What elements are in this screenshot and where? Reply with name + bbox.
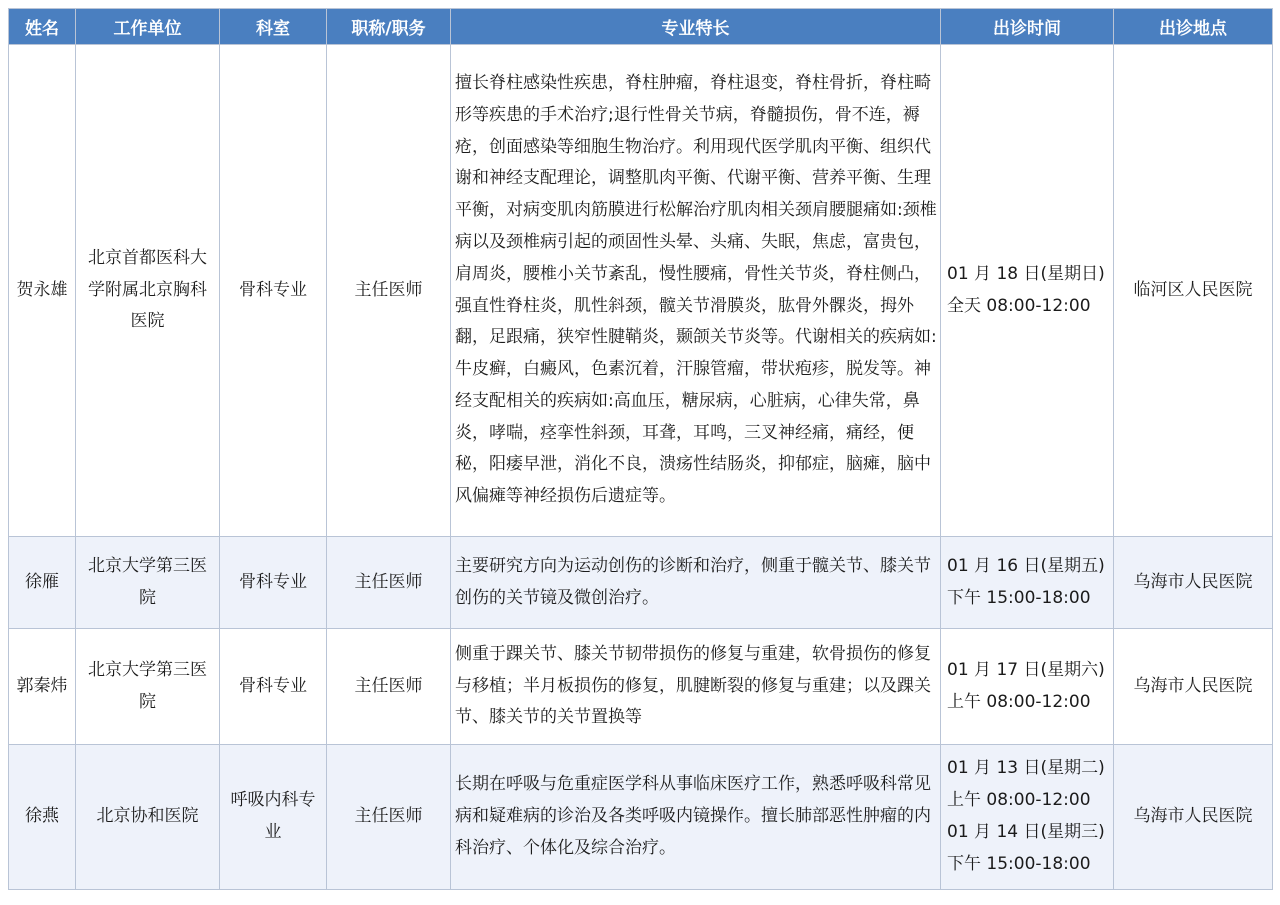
schedule-line: 01 月 13 日(星期二)	[947, 758, 1105, 779]
doctor-name: 贺永雄	[9, 45, 76, 537]
schedule-line: 下午 15:00-18:00	[947, 853, 1091, 874]
header-location: 出诊地点	[1114, 9, 1273, 45]
header-name: 姓名	[9, 9, 76, 45]
doctor-name: 徐燕	[9, 745, 76, 890]
doctor-name: 徐雁	[9, 537, 76, 629]
specialty: 擅长脊柱感染性疾患，脊柱肿瘤，脊柱退变，脊柱骨折，脊柱畸形等疾患的手术治疗;退行性骨关节病，脊髓损伤，骨不连，褥疮，创面感染等细胞生物治疗。利用现代医学肌肉平衡、组织代谢和神经支配理论，调整肌肉平衡、代谢平衡、营养平衡、生理平衡，对病变肌肉筋膜进行松解治疗肌肉相关颈肩腰腿痛如:颈椎病以及颈椎病引起的顽固性头晕、头痛、失眠，焦虑，富贵包，肩周炎，腰椎小关节紊乱，慢性腰痛，骨性关节炎，脊柱侧凸，强直性脊柱炎，肌性斜颈，髋关节滑膜炎，肱骨外髁炎，拇外翻，足跟痛，狭窄性腱鞘炎，颞颌关节炎等。代谢相关的疾病如:牛皮癣，白癜风，色素沉着，汗腺管瘤，带状疱疹，脱发等。神经支配相关的疾病如:高血压，糖尿病，心脏病，心律失常，鼻炎，哮喘，痉挛性斜颈，耳聋，耳鸣，三叉神经痛，痛经，便秘，阳痿早泄，消化不良，溃疡性结肠炎，抑郁症，脑瘫，脑中风偏瘫等神经损伤后遗症等。	[451, 45, 941, 537]
schedule	[941, 629, 1114, 745]
specialty: 长期在呼吸与危重症医学科从事临床医疗工作，熟悉呼吸科常见病和疑难病的诊治及各类呼吸内镜操作。擅长肺部恶性肿瘤的内科治疗、个体化及综合治疗。	[451, 745, 941, 890]
header-specialty: 专业特长	[451, 9, 941, 45]
header-title: 职称/职务	[327, 9, 451, 45]
table-row	[9, 745, 1273, 890]
schedule-line: 上午 08:00-12:00	[947, 691, 1091, 712]
department: 骨科专业	[220, 537, 327, 629]
work-unit: 北京协和医院	[76, 745, 220, 890]
table-row	[9, 45, 1273, 537]
table-header-row	[9, 9, 1273, 45]
work-unit: 北京大学第三医院	[76, 629, 220, 745]
location: 乌海市人民医院	[1114, 537, 1273, 629]
location: 临河区人民医院	[1114, 45, 1273, 537]
job-title: 主任医师	[327, 537, 451, 629]
department: 呼吸内科专业	[220, 745, 327, 890]
work-unit: 北京大学第三医院	[76, 537, 220, 629]
header-schedule: 出诊时间	[941, 9, 1114, 45]
doctor-name: 郭秦炜	[9, 629, 76, 745]
clinic-schedule-table	[8, 8, 1273, 890]
schedule-line: 01 月 14 日(星期三)	[947, 822, 1105, 842]
schedule-line: 01 月 18 日(星期日)	[947, 263, 1105, 284]
job-title: 主任医师	[327, 629, 451, 745]
specialty: 主要研究方向为运动创伤的诊断和治疗，侧重于髋关节、膝关节创伤的关节镜及微创治疗。	[451, 537, 941, 629]
schedule-line: 01 月 17 日(星期六)	[947, 659, 1105, 680]
schedule	[941, 745, 1114, 890]
header-dept: 科室	[220, 9, 327, 45]
schedule-line: 下午 15:00-18:00	[947, 587, 1091, 608]
schedule-line: 01 月 16 日(星期五)	[947, 555, 1105, 576]
specialty: 侧重于踝关节、膝关节韧带损伤的修复与重建，软骨损伤的修复与移植；半月板损伤的修复，肌腱断裂的修复与重建；以及踝关节、膝关节的关节置换等	[451, 629, 941, 745]
department: 骨科专业	[220, 45, 327, 537]
schedule-line: 全天 08:00-12:00	[947, 295, 1091, 316]
table-row	[9, 629, 1273, 745]
location: 乌海市人民医院	[1114, 745, 1273, 890]
job-title: 主任医师	[327, 45, 451, 537]
schedule-line: 上午 08:00-12:00	[947, 790, 1091, 811]
table-row	[9, 537, 1273, 629]
department: 骨科专业	[220, 629, 327, 745]
job-title: 主任医师	[327, 745, 451, 890]
location: 乌海市人民医院	[1114, 629, 1273, 745]
schedule	[941, 537, 1114, 629]
header-unit: 工作单位	[76, 9, 220, 45]
schedule	[941, 45, 1114, 537]
clinic-schedule-table-wrapper	[8, 8, 1272, 890]
work-unit: 北京首都医科大学附属北京胸科医院	[76, 45, 220, 537]
